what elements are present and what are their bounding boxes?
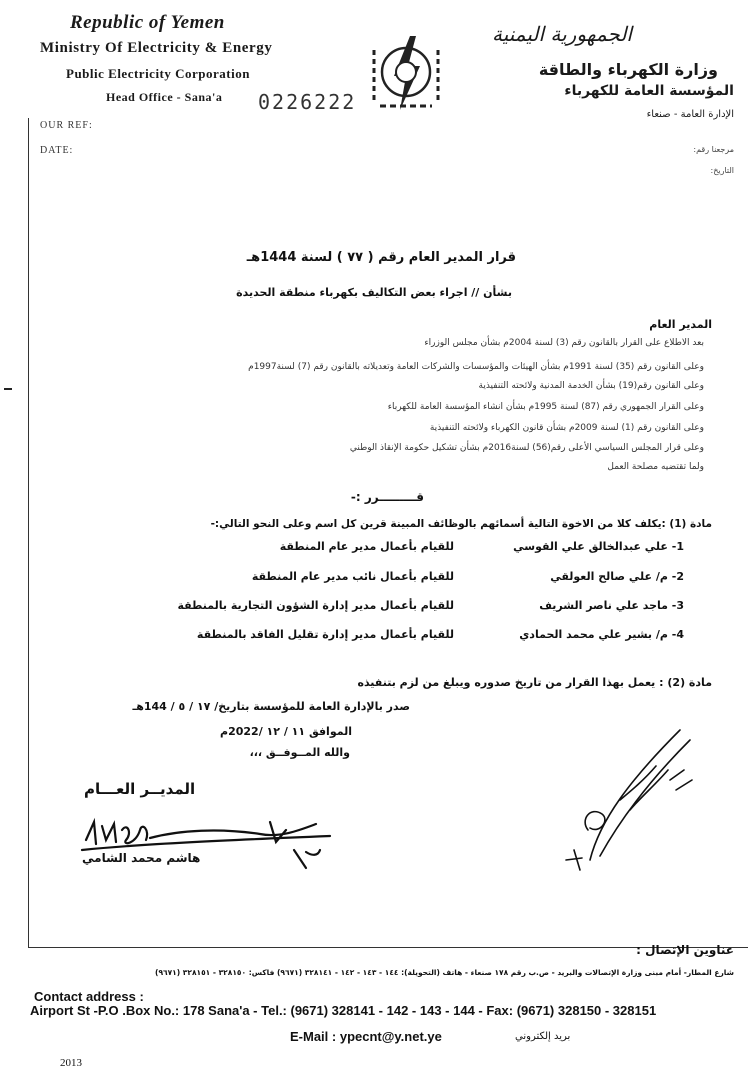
closing-phrase: والله المــوفــق ،،، — [249, 746, 350, 759]
header-corporation-ar: المؤسسة العامة للكهرباء — [564, 83, 734, 99]
issued-date: صدر بالإدارة العامة للمؤسسة بتاريخ/ ١٧ / ٥ / 144هـ — [132, 700, 410, 713]
margin-mark — [4, 388, 12, 390]
header-head-office-en: Head Office - Sana'a — [106, 90, 223, 104]
preamble-item: وعلى القانون رقم (35) لسنة 1991م بشأن الهيئات والمؤسسات والشركات العامة وتعديلاته بالقانون رقم (7) لسنة1997م — [248, 362, 704, 372]
authority-heading: المدير العام — [649, 318, 712, 331]
assignee-name: 2- م/ علي صالح العولقي — [550, 570, 684, 583]
handwritten-annotation — [560, 710, 710, 880]
signatory-title: المديــر العـــام — [84, 780, 196, 798]
preamble-item: وعلى القرار الجمهوري رقم (87) لسنة 1995م بشأن انشاء المؤسسة العامة للكهرباء — [387, 402, 704, 412]
decision-subject: بشأن // اجراء بعض التكاليف بكهرباء منطقة الحديدة — [236, 286, 512, 299]
assignee-role: للقيام بأعمال مدير عام المنطقة — [279, 540, 454, 553]
assignee-role: للقيام بأعمال نائب مدير عام المنطقة — [251, 570, 454, 583]
preamble-item: ولما تقتضيه مصلحة العمل — [607, 462, 704, 472]
header-republic-en: Republic of Yemen — [70, 12, 225, 33]
preamble-item: وعلى القانون رقم(19) بشأن الخدمة المدنية ولائحته التنفيذية — [478, 381, 704, 391]
header-ministry-ar: وزارة الكهرباء والطاقة — [538, 60, 718, 79]
resolves-heading: قـــــــــرر :- — [350, 490, 424, 504]
date-label: DATE: — [40, 145, 74, 156]
preamble-item: وعلى القانون رقم (1) لسنة 2009م بشأن قانون الكهرباء ولائحته التنفيذية — [429, 423, 704, 433]
preamble-item: بعد الاطلاع على القرار بالقانون رقم (3) لسنة 2004م بشأن مجلس الوزراء — [424, 338, 704, 348]
date-label-ar: التاريخ: — [710, 166, 734, 175]
article-1: مادة (1) :يكلف كلا من الاخوة التالية أسمائهم بالوظائف المبينة قرين كل اسم وعلى النحو التالي:- — [210, 518, 712, 530]
article-2: مادة (2) : يعمل بهذا القرار من تاريخ صدوره ويبلغ من لزم بتنفيذه — [357, 676, 712, 689]
electricity-corporation-logo — [366, 20, 446, 120]
assignee-role: للقيام بأعمال مدير إدارة تقليل الفاقد بالمنطقة — [196, 628, 454, 641]
header-ministry-en: Ministry Of Electricity & Energy — [40, 40, 273, 56]
contact-label-ar: عناوين الإتصال : — [636, 943, 734, 957]
document-serial-number: 0226222 — [258, 90, 357, 114]
header-corporation-en: Public Electricity Corporation — [66, 66, 250, 81]
signatory-name: هاشم محمد الشامي — [82, 851, 201, 865]
assignee-name: 1- علي عبدالخالق علي القوسي — [513, 540, 684, 553]
corresponding-date: الموافق ١١ / ١٢ /2022م — [220, 725, 352, 738]
header-head-office-ar: الإدارة العامة - صنعاء — [646, 109, 734, 120]
decision-title: قرار المدير العام رقم ( ٧٧ ) لسنة 1444هـ — [246, 250, 516, 265]
contact-address-ar: شارع المطار- أمام مبنى وزارة الإتصالات والبريد - ص.ب رقم ١٧٨ صنعاء - هاتف (التحويلة): ١٤٤ - ١٤٣ - ١٤٢ - ٣٢٨١٤١ (٩٦٧١) فاكس: ٣٢٨١٥٠ - ٣٢٨١٥١ (٩٦٧١) — [155, 968, 734, 977]
form-year: 2013 — [60, 1057, 82, 1069]
contact-label-en: Contact address : — [34, 989, 144, 1004]
email-address: E-Mail : ypecnt@y.net.ye — [290, 1029, 442, 1044]
contact-address-en: Airport St -P.O .Box No.: 178 Sana'a - Tel.: (9671) 328141 - 142 - 143 - 144 - Fax: (9671) 328150 - 328151 — [30, 1003, 657, 1018]
our-ref-label: OUR REF: — [40, 120, 93, 131]
our-ref-label-ar: مرجعنا رقم: — [693, 145, 734, 154]
page-frame-left — [28, 118, 29, 948]
assignee-role: للقيام بأعمال مدير إدارة الشؤون التجارية بالمنطقة — [177, 599, 454, 612]
assignee-name: 3- ماجد علي ناصر الشريف — [539, 599, 684, 612]
assignee-name: 4- م/ بشير علي محمد الحمادي — [519, 628, 684, 641]
preamble-item: وعلى قرار المجلس السياسي الأعلى رقم(56) لسنة2016م بشأن تشكيل حكومة الإنقاذ الوطني — [349, 443, 704, 453]
header-republic-ar: الجمهورية اليمنية — [491, 22, 632, 46]
email-label-ar: بريد إلكتروني — [515, 1031, 571, 1042]
